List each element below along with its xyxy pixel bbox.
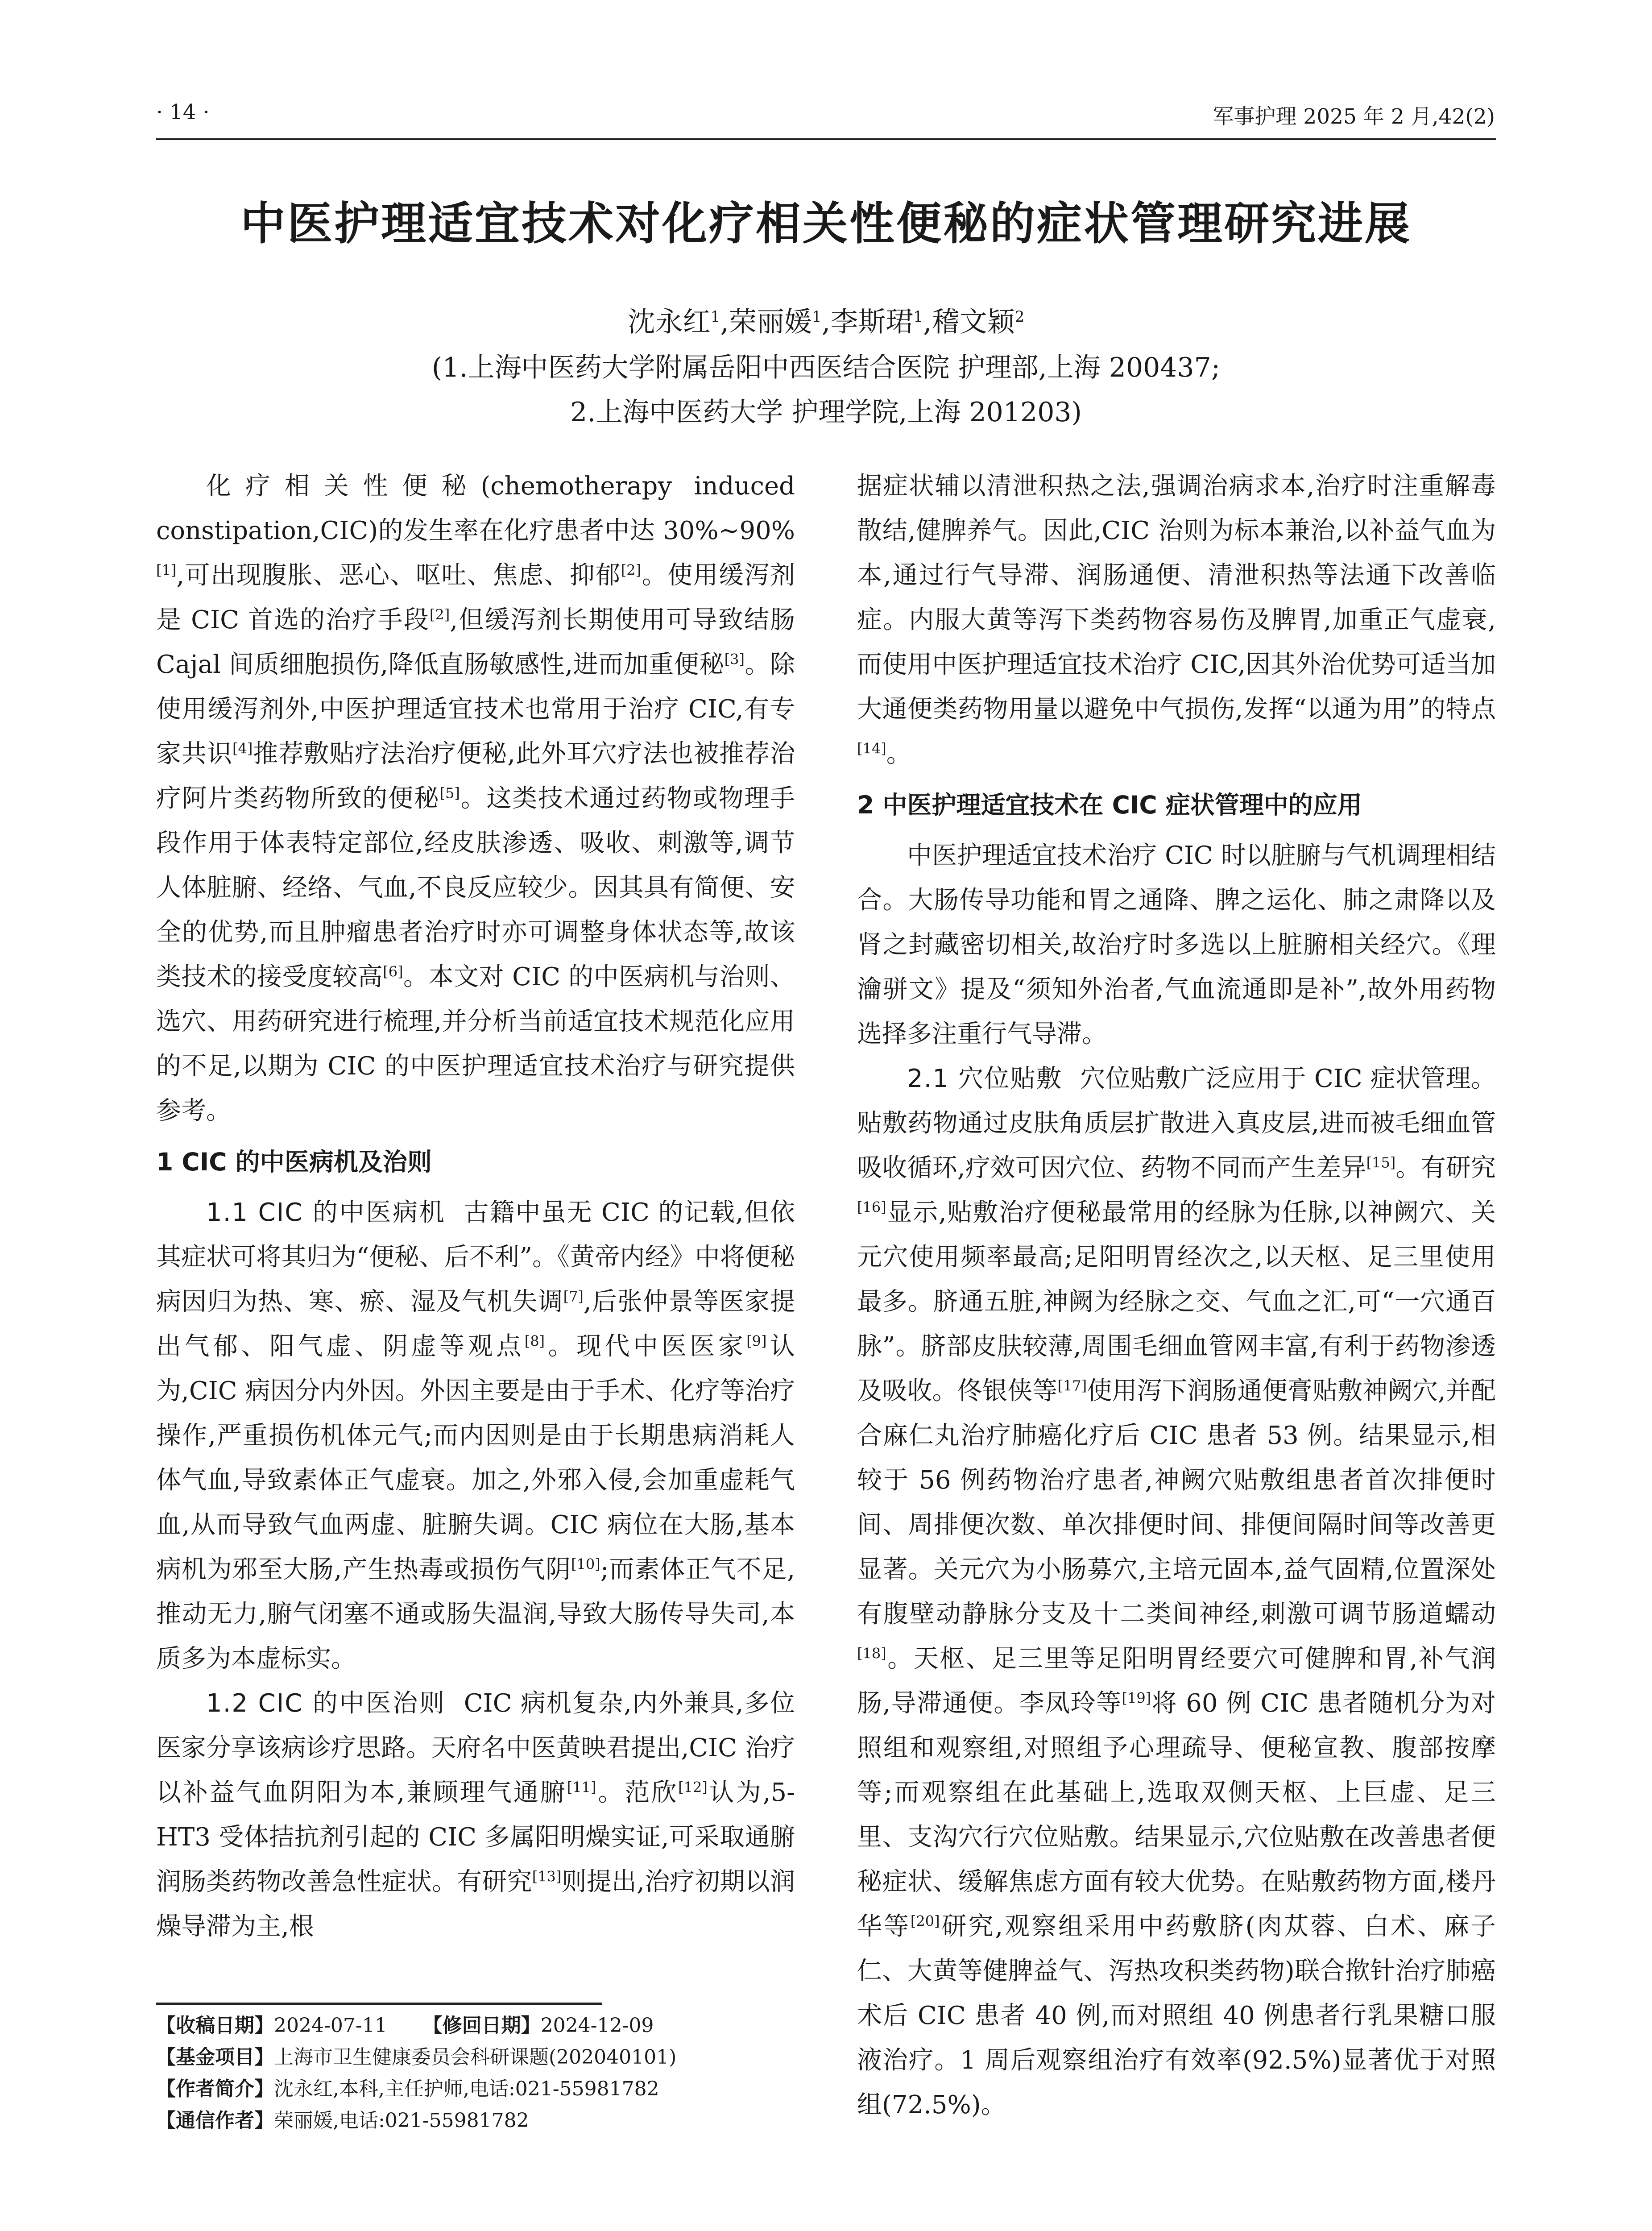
- subsection-1-2-heading: 1.2 CIC 的中医治则: [206, 1689, 446, 1718]
- subsection-2-1-body: [857, 1064, 1496, 2119]
- citation-ref: [18]: [857, 1645, 886, 1662]
- text-run: 。这类技术通过药物或物理手段作用于体表特定部位,经皮肤渗透、吸收、刺激等,调节人体脏腑、经络、气血,不良反应较少。因其具有简便、安全的优势,而且肿瘤患者治疗时亦可调整身体状态等,故该类技术的接受度较高: [156, 784, 795, 991]
- footnote-value: 2024-07-11: [274, 2014, 387, 2037]
- section-2-intro: [857, 834, 1496, 1057]
- footnote-funding: [156, 2042, 795, 2073]
- author-affil-mark: 1: [913, 308, 923, 326]
- footnote-key: 【通信作者】: [156, 2109, 274, 2132]
- footnote-key: 【修回日期】: [422, 2014, 541, 2037]
- footnote-value: 上海市卫生健康委员会科研课题(202040101): [274, 2046, 677, 2069]
- subsection-1-1-body: [156, 1198, 795, 1673]
- author-list: 沈永红$^1$,荣丽媛$^1$,李斯珺$^1$,稽文颖$^2$: [627, 305, 1025, 338]
- citation-ref: [16]: [857, 1198, 886, 1216]
- text-run: 。现代中医医家: [545, 1332, 747, 1361]
- continued-paragraph: [857, 464, 1496, 776]
- citation-ref: [7]: [563, 1288, 584, 1305]
- text-run: 据症状辅以清泄积热之法,强调治病求本,治疗时注重解毒散结,健脾养气。因此,CIC 治则为标本兼治,以补益气血为本,通过行气导滞、润肠通便、清泄积热等法通下改善临症。内服大黄等泻下类药物容易伤及脾胃,加重正气虚衰,而使用中医护理适宜技术治疗 CIC,因其外治优势可适当加大通便类药物用量以避免中气损伤,发挥“以通为用”的特点: [857, 472, 1496, 724]
- subsection-1-2-body: [156, 1689, 795, 1941]
- footnote-value: 2024-12-09: [540, 2014, 654, 2037]
- text-run: 认为,CIC 病因分内外因。外因主要是由于手术、化疗等治疗操作,严重损伤机体元气;而内因则是由于长期患病消耗人体气血,导致素体正气虚衰。加之,外邪入侵,会加重虚耗气血,从而导致气血两虚、脏腑失调。CIC 病位在大肠,基本病机为邪至大肠,产生热毒或损伤气阴: [156, 1332, 795, 1584]
- subsection-2-1-heading: 2.1 穴位贴敷: [907, 1064, 1063, 1093]
- right-column: [857, 464, 1496, 2127]
- author-affil-mark: 1: [812, 308, 822, 326]
- footnote-key: 【基金项目】: [156, 2046, 274, 2069]
- citation-ref: [12]: [678, 1779, 708, 1796]
- intro-paragraph: [156, 464, 795, 1133]
- affiliation-line-1: (1.上海中医药大学附属岳阳中西医结合医院 护理部,上海 200437;: [431, 352, 1221, 383]
- citation-ref: [4]: [232, 740, 253, 757]
- article-title: 中医护理适宜技术对化疗相关性便秘的症状管理研究进展: [240, 197, 1412, 250]
- text-run: 则提出,治疗初期以润燥导滞为主,根: [156, 1867, 795, 1941]
- citation-ref: [8]: [524, 1332, 545, 1350]
- text-run: 。范欣: [596, 1778, 679, 1807]
- citation-ref: [20]: [910, 1912, 940, 1930]
- header-rule: [156, 138, 1496, 140]
- text-run: 。天枢、足三里等足阳明胃经要穴可健脾和胃,补气润肠,导滞通便。李凤玲等: [857, 1644, 1496, 1718]
- text-run: 古籍中虽无 CIC 的记载,但依其症状可将其归为“便秘、后不利”。《黄帝内经》中将便秘病因归为热、寒、瘀、湿及气机失调: [156, 1198, 795, 1316]
- footnote-key: 【作者简介】: [156, 2078, 274, 2100]
- citation-ref: [10]: [571, 1555, 600, 1573]
- author-affil-mark: 2: [1014, 308, 1025, 326]
- text-run: 。除使用缓泻剂外,中医护理适宜技术也常用于治疗 CIC,有专家共识: [156, 650, 795, 768]
- affiliation-line-2: 2.上海中医药大学 护理学院,上海 201203): [570, 397, 1082, 428]
- citation-ref: [17]: [1057, 1377, 1087, 1394]
- text-run: 中医护理适宜技术治疗 CIC 时以脏腑与气机调理相结合。大肠传导功能和胃之通降、脾之运化、肺之肃降以及肾之封藏密切相关,故治疗时多选以上脏腑相关经穴。《理瀹骈文》提及“须知外治者,气血流通即是补”,故外用药物选择多注重行气导滞。: [857, 841, 1496, 1049]
- footnote-dates: [156, 2010, 795, 2041]
- text-run: 。: [886, 739, 911, 768]
- citation-ref: [11]: [567, 1779, 596, 1796]
- subsection-2-1: [857, 1057, 1496, 2127]
- footnote-value: 荣丽媛,电话:021-55981782: [274, 2109, 529, 2132]
- text-run: ,可出现腹胀、恶心、呕吐、焦虑、抑郁: [176, 561, 621, 590]
- citation-ref: [2]: [621, 561, 642, 579]
- author-name: 稽文颖: [932, 305, 1015, 338]
- author-name: 沈永红: [627, 305, 711, 338]
- subsection-1-1: [156, 1190, 795, 1681]
- running-header: [0, 100, 1652, 136]
- text-run: 显示,贴敷治疗便秘最常用的经脉为任脉,以神阙穴、关元穴使用频率最高;足阳明胃经次之,以天枢、足三里使用最多。脐通五脏,神阙为经脉之交、气血之汇,可“一穴通百脉”。脐部皮肤较薄,周围毛细血管网丰富,有利于药物渗透及吸收。佟银侠等: [857, 1198, 1496, 1406]
- citation-ref: [13]: [532, 1868, 562, 1885]
- subsection-1-2: [156, 1681, 795, 1949]
- text-run: 将 60 例 CIC 患者随机分为对照组和观察组,对照组予心理疏导、便秘宣教、腹部按摩等;而观察组在此基础上,选取双侧天枢、上巨虚、足三里、支沟穴行穴位贴敷。结果显示,穴位贴敷在改善患者便秘症状、缓解焦虑方面有较大优势。在贴敷药物方面,楼丹华等: [857, 1689, 1496, 1941]
- text-run: 穴位贴敷广泛应用于 CIC 症状管理。贴敷药物通过皮肤角质层扩散进入真皮层,进而被毛细血管吸收循环,疗效可因穴位、药物不同而产生差异: [857, 1064, 1496, 1182]
- citation-ref: [3]: [724, 651, 745, 668]
- citation-ref: [9]: [746, 1332, 767, 1350]
- text-run: ;而素体正气不足,推动无力,腑气闭塞不通或肠失温润,导致大肠传导失司,本质多为本虚标实。: [156, 1555, 795, 1673]
- text-run: ,后张仲景等医家提出气郁、阳气虚、阴虚等观点: [156, 1287, 795, 1361]
- subsection-1-1-heading: 1.1 CIC 的中医病机: [206, 1198, 446, 1227]
- text-run: 化疗相关性便秘(chemotherapy induced constipation,CIC)的发生率在化疗患者中达 30%~90%: [156, 472, 795, 545]
- citation-ref: [2]: [429, 606, 450, 623]
- footnote-author-bio: [156, 2073, 795, 2105]
- journal-citation: 军事护理 2025 年 2 月,42(2): [1213, 104, 1495, 129]
- text-run: 研究,观察组采用中药敷脐(肉苁蓉、白术、麻子仁、大黄等健脾益气、泻热攻积类药物)联合揿针治疗肺癌术后 CIC 患者 40 例,而对照组 40 例患者行乳果糖口服液治疗。1 周后观察组治疗有效率(92.5%)显著优于对照组(72.5%)。: [857, 1912, 1496, 2119]
- author-name: 荣丽媛: [729, 305, 812, 338]
- footnote-key: 【收稿日期】: [156, 2014, 274, 2037]
- text-run: 。本文对 CIC 的中医病机与治则、选穴、用药研究进行梳理,并分析当前适宜技术规范化应用的不足,以期为 CIC 的中医护理适宜技术治疗与研究提供参考。: [156, 962, 795, 1125]
- section-1-heading: 1 CIC 的中医病机及治则: [156, 1148, 432, 1176]
- author-name: 李斯珺: [830, 305, 914, 338]
- left-column: [156, 464, 795, 1949]
- text-run: 使用泻下润肠通便膏贴敷神阙穴,并配合麻仁丸治疗肺癌化疗后 CIC 患者 53 例。结果显示,相较于 56 例药物治疗患者,神阙穴贴敷组患者首次排便时间、周排便次数、单次排便时间、排便间隔时间等改善更显著。关元穴为小肠募穴,主培元固本,益气固精,位置深处有腹壁动静脉分支及十二类间神经,刺激可调节肠道蠕动: [857, 1377, 1496, 1629]
- text-run: 。使用缓泻剂是 CIC 首选的治疗手段: [156, 561, 795, 634]
- author-affil-mark: 1: [710, 308, 720, 326]
- citation-ref: [1]: [156, 561, 177, 579]
- citation-ref: [19]: [1122, 1689, 1151, 1707]
- text-run: 。有研究: [1395, 1153, 1496, 1182]
- footnote-rule: [156, 2003, 602, 2005]
- text-run: CIC 病机复杂,内外兼具,多位医家分享该病诊疗思路。天府名中医黄映君提出,CIC 治疗以补益气血阴阳为本,兼顾理气通腑: [156, 1689, 795, 1807]
- section-2-heading: 2 中医护理适宜技术在 CIC 症状管理中的应用: [857, 791, 1362, 819]
- text-run: ,但缓泻剂长期使用可导致结肠 Cajal 间质细胞损伤,降低直肠敏感性,进而加重便秘: [156, 605, 795, 679]
- citation-ref: [6]: [383, 963, 403, 980]
- footnote-value: 沈永红,本科,主任护师,电话:021-55981782: [274, 2078, 659, 2100]
- citation-ref: [15]: [1366, 1154, 1396, 1171]
- citation-ref: [5]: [439, 784, 460, 802]
- text-run: 推荐敷贴疗法治疗便秘,此外耳穴疗法也被推荐治疗阿片类药物所致的便秘: [156, 739, 795, 813]
- footnote-correspondence: [156, 2105, 795, 2136]
- page-number: · 14 ·: [156, 100, 210, 124]
- text-run: 认为,5-HT3 受体拮抗剂引起的 CIC 多属阳明燥实证,可采取通腑润肠类药物改善急性症状。有研究: [156, 1778, 795, 1896]
- citation-ref: [14]: [857, 740, 886, 757]
